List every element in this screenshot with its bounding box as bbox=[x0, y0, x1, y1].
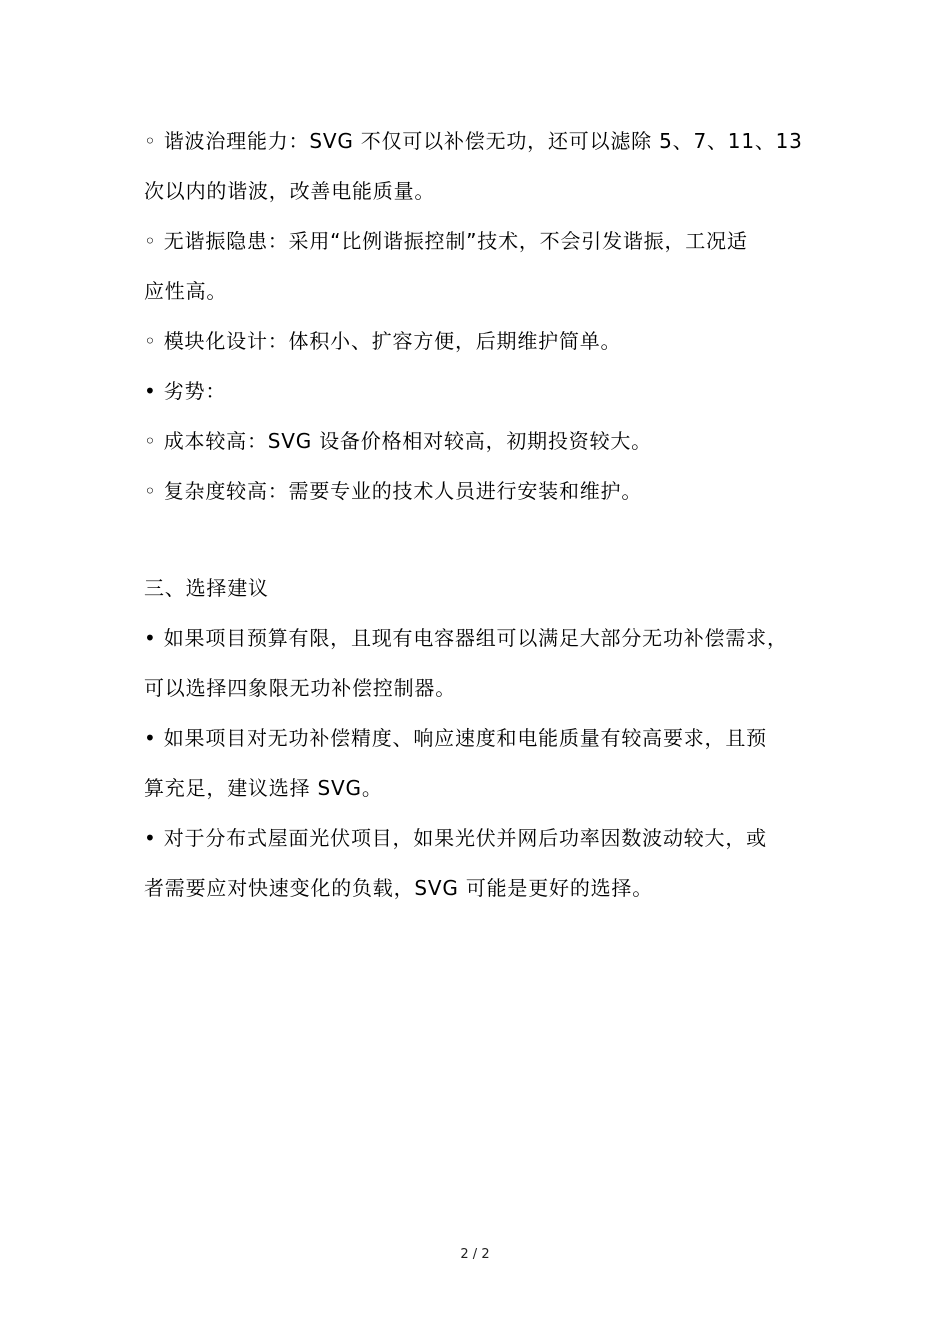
paragraph-gap bbox=[144, 516, 816, 563]
text-line: 次以内的谐波，改善电能质量。 bbox=[144, 179, 436, 203]
document-body bbox=[144, 116, 816, 913]
suggestion-line: • 如果项目预算有限，且现有电容器组可以满足大部分无功补偿需求， bbox=[144, 626, 788, 650]
text-line: • 劣势： bbox=[144, 379, 227, 403]
suggestion-line: • 如果项目对无功补偿精度、响应速度和电能质量有较高要求，且预 bbox=[144, 726, 767, 750]
suggestion-line: 可以选择四象限无功补偿控制器。 bbox=[144, 676, 456, 700]
page-number: 2 / 2 bbox=[460, 1247, 490, 1262]
text-line: ◦ 模块化设计：体积小、扩容方便，后期维护简单。 bbox=[144, 329, 622, 353]
suggestion-line: 者需要应对快速变化的负载，SVG 可能是更好的选择。 bbox=[144, 876, 654, 900]
text-line: ◦ 谐波治理能力：SVG 不仅可以补偿无功，还可以滤除 5、7、11、13 bbox=[144, 129, 803, 153]
suggestion-line: • 对于分布式屋面光伏项目，如果光伏并网后功率因数波动较大，或 bbox=[144, 826, 767, 850]
suggestion-line: 算充足，建议选择 SVG。 bbox=[144, 776, 383, 800]
section-heading: 三、选择建议 bbox=[144, 576, 269, 600]
text-line: ◦ 复杂度较高：需要专业的技术人员进行安装和维护。 bbox=[144, 479, 643, 503]
text-line: 应性高。 bbox=[144, 279, 228, 303]
text-line: ◦ 成本较高：SVG 设备价格相对较高，初期投资较大。 bbox=[144, 429, 652, 453]
text-line: ◦ 无谐振隐患：采用“比例谐振控制”技术，不会引发谐振，工况适 bbox=[144, 229, 748, 253]
